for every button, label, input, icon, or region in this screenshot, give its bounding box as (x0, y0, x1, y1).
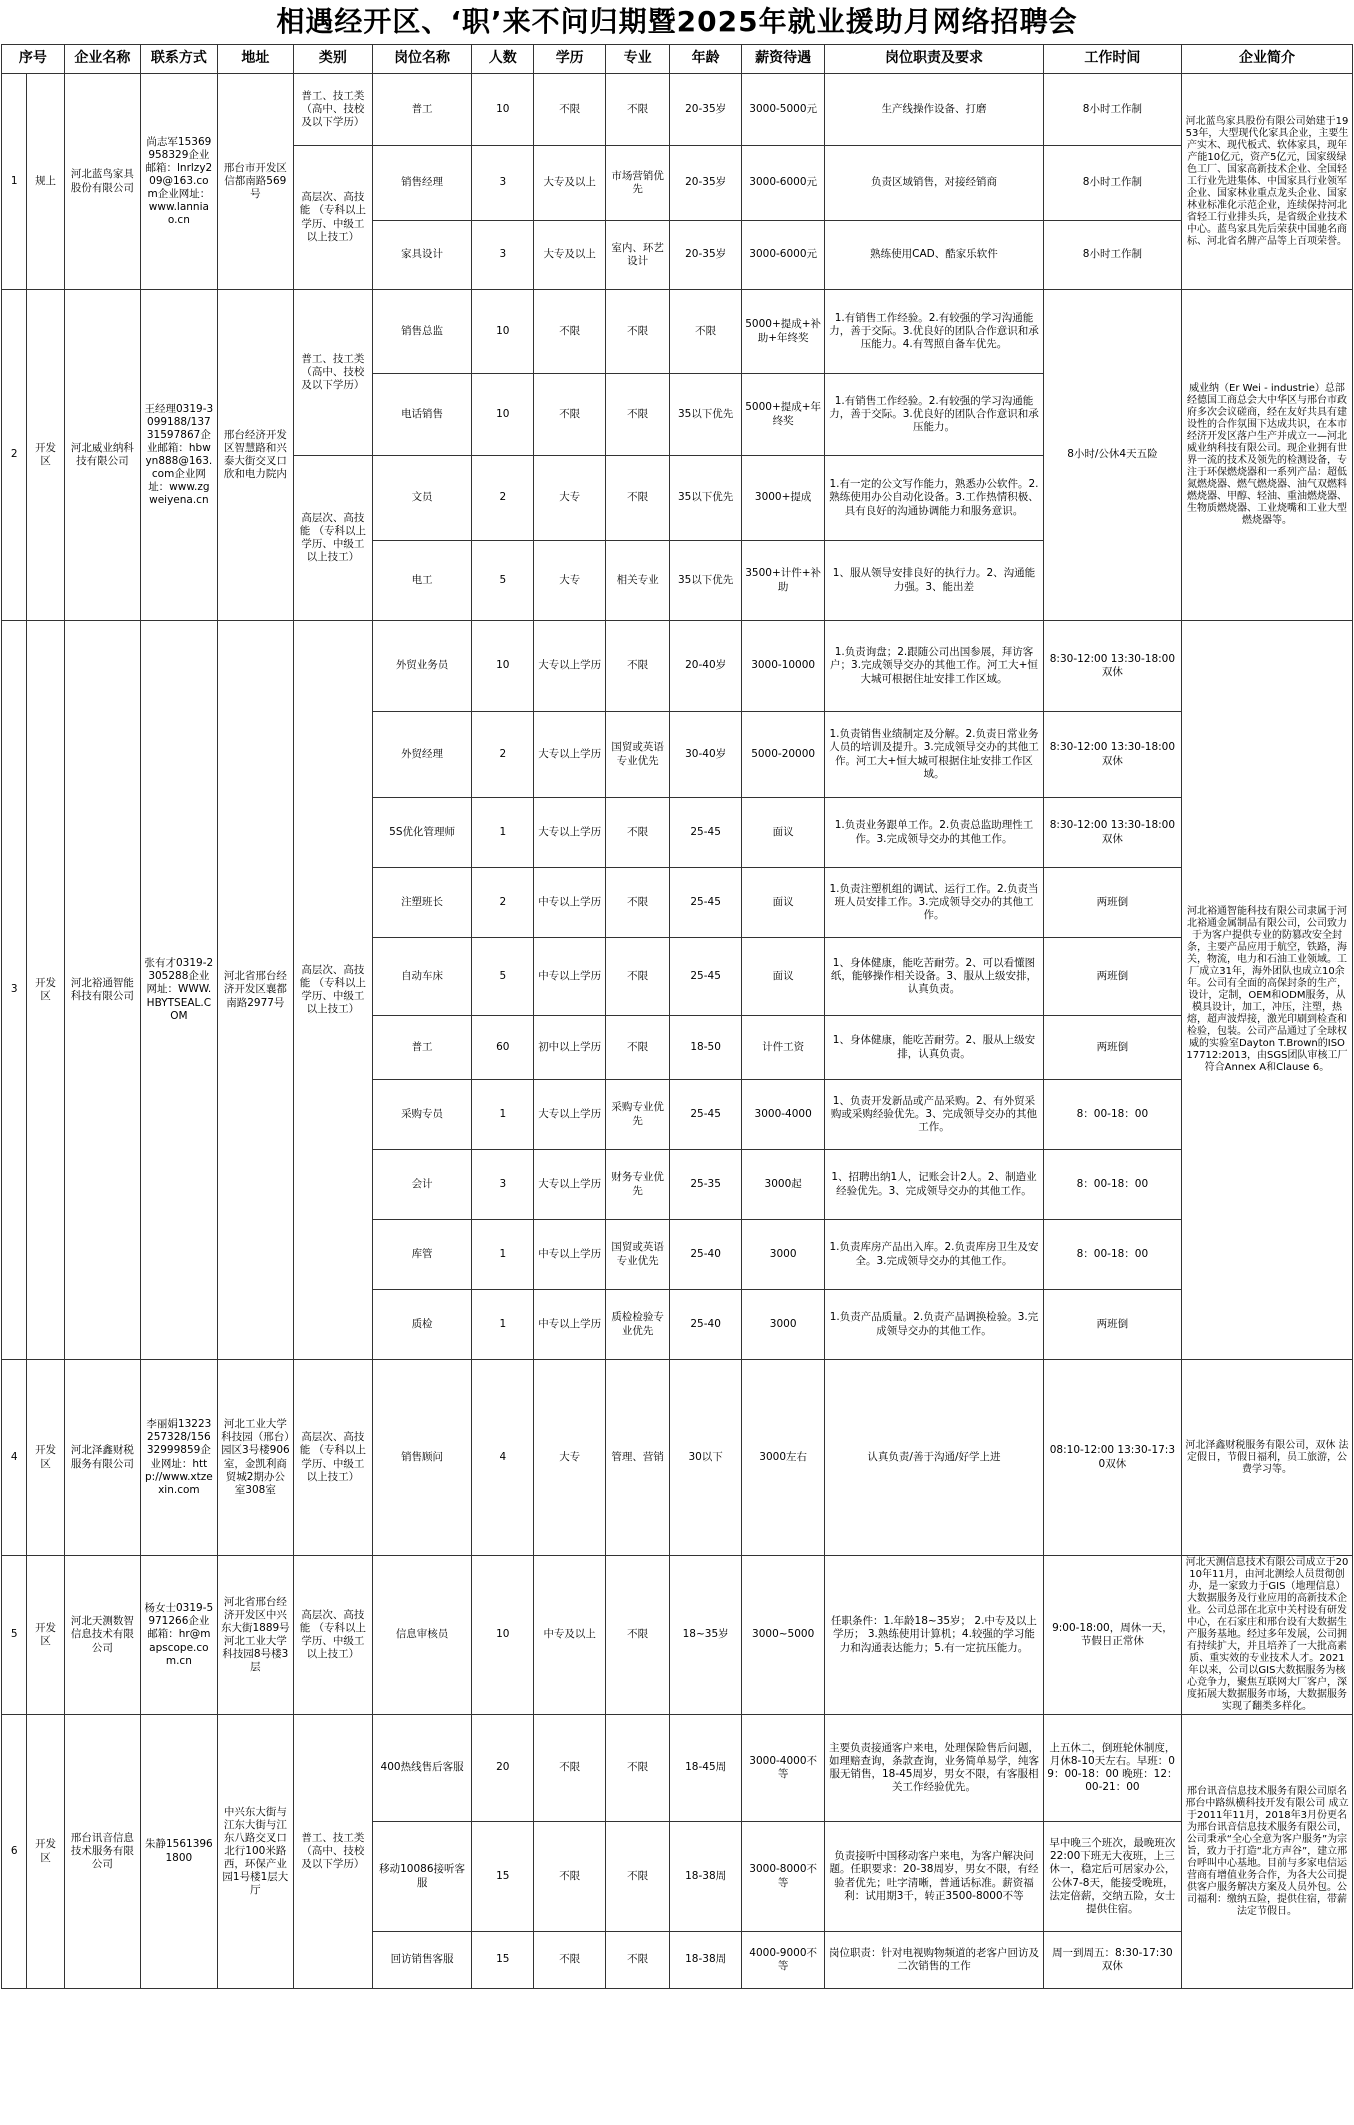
job-duties: 认真负责/善于沟通/好学上进 (825, 1360, 1044, 1556)
header-major: 专业 (606, 45, 670, 74)
job-major: 不限 (606, 938, 670, 1016)
job-salary: 3000-5000元 (742, 74, 825, 146)
job-duties: 1、身体健康，能吃苦耐劳。2、服从上级安排，认真负责。 (825, 1016, 1044, 1080)
job-age: 18~35岁 (670, 1556, 742, 1715)
job-duties: 负责接听中国移动客户来电，为客户解决问题。任职要求：20-38周岁，男女不限，有经验者优先；吐字清晰，普通话标准。薪资福利：试用期3千，转正3500-8000不等 (825, 1822, 1044, 1932)
company-name: 河北泽鑫财税服务有限公司 (64, 1360, 140, 1556)
job-count: 2 (472, 712, 534, 798)
job-duties: 1.有一定的公文写作能力，熟悉办公软件。2.熟练使用办公自动化设备。3.工作热情积极、具有良好的沟通协调能力和服务意识。 (825, 456, 1044, 541)
company-intro: 威业纳（Er Wei - industrie）总部经德国工商总会大中华区与邢台市政府多次会议磋商，经在友好共具有建设性的合作氛围下达成共识，在本市经济开发区落户生产并成立一—河北威业纳科技有限公司。现企业拥有世界一流的技术及领先的检测设备，专注于环保燃烧器和一系列产品：超低氮燃烧器、燃气燃烧器、油气双燃料燃烧器、甲醇、轻油、重油燃烧器、生物质燃烧器、工业烧嘴和工业大型燃烧器等。 (1181, 290, 1352, 621)
job-count: 3 (472, 1150, 534, 1220)
job-fair-table (1, 44, 1353, 1989)
job-time: 8:30-12:00 13:30-18:00 双休 (1043, 621, 1181, 712)
job-duties: 1、服从领导安排良好的执行力。2、沟通能力强。3、能出差 (825, 541, 1044, 621)
job-education: 中专以上学历 (534, 1220, 606, 1290)
company-no: 2 (2, 290, 27, 621)
job-time: 08:10-12:00 13:30-17:30双休 (1043, 1360, 1181, 1556)
job-age: 25-45 (670, 938, 742, 1016)
job-duties: 生产线操作设备、打磨 (825, 74, 1044, 146)
job-duties: 负责区域销售，对接经销商 (825, 146, 1044, 221)
job-count: 5 (472, 541, 534, 621)
table-row (2, 74, 1353, 146)
job-category: 普工、技工类 （高中、技校及以下学历） (294, 1715, 373, 1989)
job-major: 采购专业优先 (606, 1080, 670, 1150)
job-duties: 1、身体健康，能吃苦耐劳。2、可以看懂图纸，能够操作相关设备。3、服从上级安排，认真负责。 (825, 938, 1044, 1016)
job-education: 大专 (534, 456, 606, 541)
job-education: 中专以上学历 (534, 1290, 606, 1360)
job-education: 大专以上学历 (534, 621, 606, 712)
table-row (2, 621, 1353, 712)
job-education: 大专 (534, 541, 606, 621)
job-count: 10 (472, 374, 534, 456)
job-salary: 5000-20000 (742, 712, 825, 798)
header-row (2, 45, 1353, 74)
job-duties: 任职条件：1.年龄18~35岁； 2.中专及以上学历； 3.熟练使用计算机；4.较强的学习能力和沟通表达能力；5.有一定抗压能力。 (825, 1556, 1044, 1715)
job-time: 两班倒 (1043, 868, 1181, 938)
job-time: 上五休二，倒班轮休制度，月休8-10天左右。早班：09：00-18：00 晚班：12：00-21：00 (1043, 1715, 1181, 1822)
job-salary: 面议 (742, 938, 825, 1016)
job-major: 不限 (606, 290, 670, 374)
job-count: 15 (472, 1822, 534, 1932)
company-address: 邢台经济开发区智慧路和兴泰大街交叉口欣和电力院内 (217, 290, 293, 621)
job-salary: 4000-9000不等 (742, 1932, 825, 1989)
table-row (2, 1360, 1353, 1556)
job-category: 高层次、高技能 （专科以上学历、中级工以上技工） (294, 1556, 373, 1715)
job-salary: 3000起 (742, 1150, 825, 1220)
job-name: 外贸经理 (372, 712, 472, 798)
job-time: 8：00-18：00 (1043, 1080, 1181, 1150)
job-duties: 1.有销售工作经验。2.有较强的学习沟通能力，善于交际。3.优良好的团队合作意识和承压能力。 (825, 374, 1044, 456)
job-major: 不限 (606, 1932, 670, 1989)
job-category: 高层次、高技能 （专科以上学历、中级工以上技工） (294, 456, 373, 621)
company-intro: 邢台讯音信息技术服务有限公司原名邢台中路纵横科技开发有限公司 成立于2011年11月，2018年3月份更名为邢台讯音信息技术服务有限公司，公司秉承“全心全意为客户服务”为宗旨，致力于打造“北方声谷”，建立邢台呼叫中心基地。目前与多家电信运营商有增值业务合作，为各大公司提供客户服务解决方案及人员外包。公司福利：缴纳五险，提供住宿，带薪法定节假日。 (1181, 1715, 1352, 1989)
job-name: 回访销售客服 (372, 1932, 472, 1989)
job-education: 大专以上学历 (534, 1080, 606, 1150)
job-major: 不限 (606, 621, 670, 712)
header-category: 类别 (294, 45, 373, 74)
job-time: 8:30-12:00 13:30-18:00 双休 (1043, 712, 1181, 798)
job-age: 20-35岁 (670, 74, 742, 146)
company-name: 河北天测数智信息技术有限公司 (64, 1556, 140, 1715)
header-position: 岗位名称 (372, 45, 472, 74)
job-count: 1 (472, 1080, 534, 1150)
job-time: 两班倒 (1043, 1290, 1181, 1360)
job-name: 销售顾问 (372, 1360, 472, 1556)
company-intro: 河北天测信息技术有限公司成立于2010年11月，由河北测绘人员贯彻创办，是一家致力于GIS（地理信息）大数据服务及行业应用的高新技术企业。公司总部在北京中关村设有研发中心，在石家庄和邢台设有大数据生产服务基地。经过多年发展，公司拥有持续扩大，并且培养了一大批高素质、重实效的专业技术人才。2021年以来，公司以GIS大数据服务为核心竞争力，聚焦互联网大厂客户，深度拓展大数据服务市场，大数据服务实现了翻类多样化。 (1181, 1556, 1352, 1715)
job-count: 15 (472, 1932, 534, 1989)
job-age: 35以下优先 (670, 541, 742, 621)
job-time: 8小时工作制 (1043, 146, 1181, 221)
job-age: 20-35岁 (670, 221, 742, 290)
job-name: 普工 (372, 74, 472, 146)
job-age: 25-40 (670, 1290, 742, 1360)
job-age: 25-35 (670, 1150, 742, 1220)
job-name: 库管 (372, 1220, 472, 1290)
job-salary: 3000左右 (742, 1360, 825, 1556)
job-education: 大专 (534, 1360, 606, 1556)
company-address: 河北省邢台经济开发区中兴东大街1889号河北工业大学科技园8号楼3层 (217, 1556, 293, 1715)
job-time: 8：00-18：00 (1043, 1150, 1181, 1220)
job-major: 管理、营销 (606, 1360, 670, 1556)
job-age: 25-45 (670, 1080, 742, 1150)
job-duties: 1.负责询盘；2.跟随公司出国参展，拜访客户；3.完成领导交办的其他工作。河工大+恒大城可根据住址安排工作区域。 (825, 621, 1044, 712)
header-company: 企业名称 (64, 45, 140, 74)
job-age: 18-38周 (670, 1822, 742, 1932)
job-salary: 3000-4000 (742, 1080, 825, 1150)
job-name: 外贸业务员 (372, 621, 472, 712)
table-row (2, 290, 1353, 374)
job-education: 大专及以上 (534, 221, 606, 290)
job-name: 销售经理 (372, 146, 472, 221)
job-salary: 3000-4000不等 (742, 1715, 825, 1822)
company-address: 河北省邢台经济开发区襄都南路2977号 (217, 621, 293, 1360)
job-salary: 3000-6000元 (742, 221, 825, 290)
job-salary: 3000-10000 (742, 621, 825, 712)
header-no: 序号 (2, 45, 65, 74)
job-count: 1 (472, 1220, 534, 1290)
job-name: 家具设计 (372, 221, 472, 290)
header-age: 年龄 (670, 45, 742, 74)
job-duties: 1.负责库房产品出入库。2.负责库房卫生及安全。3.完成领导交办的其他工作。 (825, 1220, 1044, 1290)
header-address: 地址 (217, 45, 293, 74)
job-duties: 1.有销售工作经验。2.有较强的学习沟通能力，善于交际。3.优良好的团队合作意识和承压能力。4.有驾照自备车优先。 (825, 290, 1044, 374)
job-time: 两班倒 (1043, 1016, 1181, 1080)
job-major: 不限 (606, 1715, 670, 1822)
job-name: 质检 (372, 1290, 472, 1360)
job-duties: 熟练使用CAD、酷家乐软件 (825, 221, 1044, 290)
job-salary: 3500+计件+补助 (742, 541, 825, 621)
job-age: 35以下优先 (670, 374, 742, 456)
job-education: 大专以上学历 (534, 1150, 606, 1220)
job-time: 8小时工作制 (1043, 221, 1181, 290)
company-area: 规上 (27, 74, 64, 290)
company-name: 河北裕通智能科技有限公司 (64, 621, 140, 1360)
company-address: 中兴东大街与江东大街与江东八路交叉口北行100米路西，环保产业园1号楼1层大厅 (217, 1715, 293, 1989)
job-education: 不限 (534, 1932, 606, 1989)
job-category: 高层次、高技能 （专科以上学历、中级工以上技工） (294, 146, 373, 290)
company-intro: 河北蓝鸟家具股份有限公司始建于1953年，大型现代化家具企业，主要生产实木、现代板式、软体家具，现年产能10亿元，资产5亿元，国家级绿色工厂、国家高新技术企业、全国轻工行业先进集体、中国家具行业领军企业、国家林业重点龙头企业、国家林业标准化示范企业，连续保持河北省轻工行业排头兵，是省级企业技术中心。蓝鸟家具先后荣获中国驰名商标、河北省名牌产品等上百项荣誉。 (1181, 74, 1352, 290)
company-area: 开发区 (27, 290, 64, 621)
job-age: 30以下 (670, 1360, 742, 1556)
job-count: 1 (472, 798, 534, 868)
job-time: 周一到周五：8:30-17:30 双休 (1043, 1932, 1181, 1989)
job-name: 自动车床 (372, 938, 472, 1016)
job-salary: 3000-6000元 (742, 146, 825, 221)
job-major: 国贸或英语专业优先 (606, 712, 670, 798)
table-row (2, 1715, 1353, 1822)
job-education: 中专及以上 (534, 1556, 606, 1715)
job-count: 20 (472, 1715, 534, 1822)
job-age: 25-40 (670, 1220, 742, 1290)
job-name: 电话销售 (372, 374, 472, 456)
job-major: 不限 (606, 798, 670, 868)
header-intro: 企业简介 (1181, 45, 1352, 74)
job-age: 不限 (670, 290, 742, 374)
job-major: 不限 (606, 868, 670, 938)
job-age: 25-45 (670, 868, 742, 938)
job-count: 3 (472, 146, 534, 221)
job-name: 普工 (372, 1016, 472, 1080)
job-duties: 1、负责开发新品或产品采购。2、有外贸采购或采购经验优先。3、完成领导交办的其他工作。 (825, 1080, 1044, 1150)
job-count: 60 (472, 1016, 534, 1080)
company-name: 河北蓝鸟家具股份有限公司 (64, 74, 140, 290)
job-name: 文员 (372, 456, 472, 541)
job-age: 20-35岁 (670, 146, 742, 221)
job-salary: 3000 (742, 1220, 825, 1290)
job-salary: 5000+提成+年终奖 (742, 374, 825, 456)
job-count: 10 (472, 74, 534, 146)
job-salary: 计件工资 (742, 1016, 825, 1080)
job-age: 18-50 (670, 1016, 742, 1080)
company-contact: 王经理0319-3099188/13731597867企业邮箱：hbwyn888@163.com企业网址：www.zgweiyena.cn (141, 290, 217, 621)
company-no: 6 (2, 1715, 27, 1989)
header-count: 人数 (472, 45, 534, 74)
job-education: 不限 (534, 1715, 606, 1822)
job-time: 早中晚三个班次，最晚班次22:00下班无大夜班，上三休一，稳定后可居家办公，公休7-8天，能接受晚班，法定倍薪，交纳五险，女士提供住宿。 (1043, 1822, 1181, 1932)
job-major: 市场营销优先 (606, 146, 670, 221)
job-education: 大专以上学历 (534, 798, 606, 868)
job-count: 5 (472, 938, 534, 1016)
company-area: 开发区 (27, 1556, 64, 1715)
job-major: 不限 (606, 74, 670, 146)
job-education: 不限 (534, 374, 606, 456)
job-category: 高层次、高技能 （专科以上学历、中级工以上技工） (294, 1360, 373, 1556)
job-count: 4 (472, 1360, 534, 1556)
job-name: 5S优化管理师 (372, 798, 472, 868)
job-education: 不限 (534, 74, 606, 146)
job-duties: 1.负责注塑机组的调试、运行工作。2.负责当班人员安排工作。3.完成领导交办的其他工作。 (825, 868, 1044, 938)
job-time: 8:30-12:00 13:30-18:00 双休 (1043, 798, 1181, 868)
job-time: 两班倒 (1043, 938, 1181, 1016)
job-salary: 5000+提成+补助+年终奖 (742, 290, 825, 374)
job-age: 20-40岁 (670, 621, 742, 712)
job-name: 信息审核员 (372, 1556, 472, 1715)
job-education: 不限 (534, 1822, 606, 1932)
job-education: 不限 (534, 290, 606, 374)
job-duties: 1.负责销售业绩制定及分解。2.负责日常业务人员的培训及提升。3.完成领导交办的其他工作。河工大+恒大城可根据住址安排工作区域。 (825, 712, 1044, 798)
job-count: 1 (472, 1290, 534, 1360)
job-category: 普工、技工类 （高中、技校及以下学历） (294, 74, 373, 146)
company-area: 开发区 (27, 621, 64, 1360)
company-name: 河北威业纳科技有限公司 (64, 290, 140, 621)
page-title: 相遇经开区、‘职’来不问归期暨2025年就业援助月网络招聘会 (276, 5, 1078, 38)
job-major: 不限 (606, 1822, 670, 1932)
job-education: 大专以上学历 (534, 712, 606, 798)
job-name: 400热线售后客服 (372, 1715, 472, 1822)
job-age: 18-38周 (670, 1932, 742, 1989)
job-major: 质检检验专业优先 (606, 1290, 670, 1360)
company-contact: 张有才0319-2305288企业网址：WWW.HBYTSEAL.COM (141, 621, 217, 1360)
job-time: 8小时/公休4天五险 (1043, 290, 1181, 621)
job-major: 相关专业 (606, 541, 670, 621)
company-contact: 朱静15613961800 (141, 1715, 217, 1989)
job-major: 不限 (606, 374, 670, 456)
header-work-time: 工作时间 (1043, 45, 1181, 74)
job-major: 室内、环艺设计 (606, 221, 670, 290)
job-salary: 3000~5000 (742, 1556, 825, 1715)
job-education: 大专及以上 (534, 146, 606, 221)
company-area: 开发区 (27, 1715, 64, 1989)
company-no: 1 (2, 74, 27, 290)
job-count: 10 (472, 1556, 534, 1715)
job-age: 35以下优先 (670, 456, 742, 541)
header-salary: 薪资待遇 (742, 45, 825, 74)
job-duties: 1、招聘出纳1人，记账会计2人。2、制造业经验优先。3、完成领导交办的其他工作。 (825, 1150, 1044, 1220)
job-major: 不限 (606, 1556, 670, 1715)
company-no: 4 (2, 1360, 27, 1556)
job-count: 2 (472, 868, 534, 938)
job-salary: 3000-8000不等 (742, 1822, 825, 1932)
job-salary: 面议 (742, 868, 825, 938)
header-education: 学历 (534, 45, 606, 74)
job-education: 初中以上学历 (534, 1016, 606, 1080)
company-no: 5 (2, 1556, 27, 1715)
job-count: 2 (472, 456, 534, 541)
company-intro: 河北泽鑫财税服务有限公司，双休 法定假日，节假日福利，员工旅游，公费学习等。 (1181, 1360, 1352, 1556)
job-major: 财务专业优先 (606, 1150, 670, 1220)
job-major: 不限 (606, 456, 670, 541)
header-contact: 联系方式 (141, 45, 217, 74)
job-education: 中专以上学历 (534, 868, 606, 938)
job-time: 8小时工作制 (1043, 74, 1181, 146)
job-salary: 3000 (742, 1290, 825, 1360)
job-time: 9:00-18:00，周休一天，节假日正常休 (1043, 1556, 1181, 1715)
company-area: 开发区 (27, 1360, 64, 1556)
company-address: 河北工业大学科技园（邢台）园区3号楼906室，金凯利商贸城2期办公室308室 (217, 1360, 293, 1556)
job-name: 销售总监 (372, 290, 472, 374)
job-duties: 岗位职责：针对电视购物频道的老客户回访及二次销售的工作 (825, 1932, 1044, 1989)
job-age: 18-45周 (670, 1715, 742, 1822)
company-intro: 河北裕通智能科技有限公司隶属于河北裕通金属制品有限公司，公司致力于为客户提供专业的防篡改安全封条，主要产品应用于航空，铁路，海关，物流，电力和石油工业领域。工厂成立31年，海外团队也成立10余年。公司有全面的高保封条的生产，设计，定制，OEM和ODM服务，从模具设计，加工，冲压，注塑，热熔，超声波焊接，激光印刷到检查和检验，包装。公司产品通过了全球权威的实验室Dayton T.Brown的ISO 17712:2013，由SGS团队审核工厂符合Annex A和Clause 6。 (1181, 621, 1352, 1360)
company-address: 邢台市开发区信都南路569号 (217, 74, 293, 290)
job-count: 10 (472, 621, 534, 712)
job-name: 移动10086接听客服 (372, 1822, 472, 1932)
job-major: 国贸或英语专业优先 (606, 1220, 670, 1290)
job-duties: 1.负责产品质量。2.负责产品调换检验。3.完成领导交办的其他工作。 (825, 1290, 1044, 1360)
job-major: 不限 (606, 1016, 670, 1080)
job-name: 采购专员 (372, 1080, 472, 1150)
job-salary: 3000+提成 (742, 456, 825, 541)
company-no: 3 (2, 621, 27, 1360)
job-education: 中专以上学历 (534, 938, 606, 1016)
job-name: 电工 (372, 541, 472, 621)
job-age: 30-40岁 (670, 712, 742, 798)
header-duties: 岗位职责及要求 (825, 45, 1044, 74)
job-age: 25-45 (670, 798, 742, 868)
job-salary: 面议 (742, 798, 825, 868)
company-contact: 尚志军15369958329企业邮箱：lnrlzy209@163.com企业网址：www.lanniao.cn (141, 74, 217, 290)
job-count: 10 (472, 290, 534, 374)
company-name: 邢台讯音信息技术服务有限公司 (64, 1715, 140, 1989)
job-count: 3 (472, 221, 534, 290)
job-category: 普工、技工类 （高中、技校及以下学历） (294, 290, 373, 456)
job-time: 8：00-18：00 (1043, 1220, 1181, 1290)
job-duties: 主要负责接通客户来电，处理保险售后问题，如理赔查询，条款查询，业务简单易学，纯客服无销售，18-45周岁，男女不限，有客服相关工作经验优先。 (825, 1715, 1044, 1822)
job-name: 注塑班长 (372, 868, 472, 938)
job-category: 高层次、高技能 （专科以上学历、中级工以上技工） (294, 621, 373, 1360)
company-contact: 杨女士0319-5971266企业邮箱：hr@mapscope.com.cn (141, 1556, 217, 1715)
table-row (2, 1556, 1353, 1715)
job-duties: 1.负责业务跟单工作。2.负责总监助理性工作。3.完成领导交办的其他工作。 (825, 798, 1044, 868)
job-name: 会计 (372, 1150, 472, 1220)
company-contact: 李丽娟13223257328/15632999859企业网址：http://www.xtzexin.com (141, 1360, 217, 1556)
